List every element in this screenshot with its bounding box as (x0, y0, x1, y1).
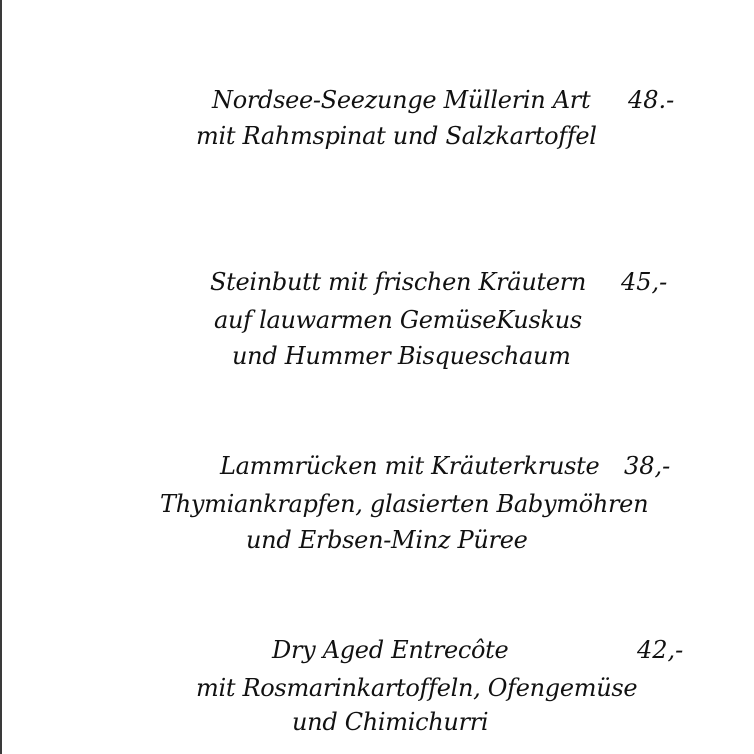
dish-description: und Chimichurri (292, 708, 489, 736)
dish-price: 45,- (621, 268, 668, 296)
dish-description: und Erbsen-Minz Püree (246, 526, 528, 554)
dish-title: Dry Aged Entrecôte (272, 636, 509, 664)
dish-description: Thymiankrapfen, glasierten Babymöhren (160, 490, 649, 518)
dish-description: mit Rosmarinkartoffeln, Ofengemüse (196, 674, 638, 702)
dish-price: 38,- (624, 452, 671, 480)
page-border (0, 0, 2, 754)
dish-description: mit Rahmspinat und Salzkartoffel (196, 122, 597, 150)
dish-title: Lammrücken mit Kräuterkruste (220, 452, 600, 480)
dish-description: auf lauwarmen GemüseKuskus (214, 306, 582, 334)
dish-price: 48.- (628, 86, 675, 114)
dish-description: und Hummer Bisqueschaum (232, 342, 571, 370)
dish-title: Nordsee-Seezunge Müllerin Art (212, 86, 591, 114)
dish-price: 42,- (637, 636, 684, 664)
dish-title: Steinbutt mit frischen Kräutern (210, 268, 587, 296)
